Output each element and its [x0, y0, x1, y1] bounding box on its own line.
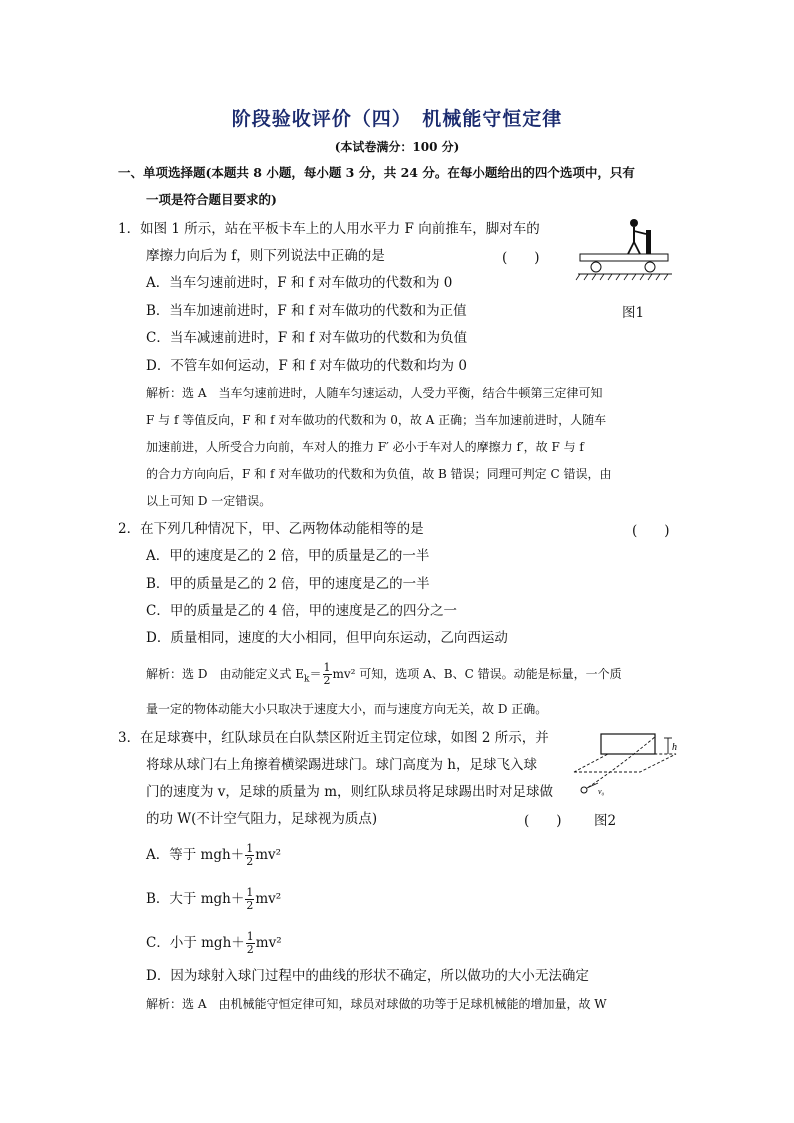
figure-2-goal: [568, 728, 684, 806]
figure-1-truck: [570, 212, 680, 282]
figure-2-label: 图2: [594, 813, 617, 829]
q3-option-c-tail: mv²: [255, 935, 282, 951]
q3-option-c-fraction: [246, 931, 255, 956]
q3-option-a-label: A．等于 mgh＋: [146, 847, 245, 863]
q3-stem-line4: 的功 W(不计空气阻力，足球视为质点): [146, 811, 378, 827]
q1-analysis-line4: 的合力方向向后，F 和 f 对车做功的代数和为负值，故 B 错误；同理可判定 C 错误，由: [146, 467, 612, 481]
q1-analysis-line1: 解析：选 A 当车匀速前进时，人随车匀速运动，人受力平衡，结合牛顿第三定律可知: [146, 386, 603, 400]
q3-option-d: D．因为球射入球门过程中的曲线的形状不确定，所以做功的大小无法确定: [146, 968, 589, 984]
q2-option-d: D．质量相同，速度的大小相同，但甲向东运动，乙向西运动: [146, 630, 508, 646]
q3-option-c-den: 2: [246, 943, 254, 956]
q1-analysis-line5: 以上可知 D 一定错误。: [146, 494, 272, 508]
q3-option-c-label: C．小于 mgh＋: [146, 935, 245, 951]
q2-stem: 2．在下列几种情况下，甲、乙两物体动能相等的是: [118, 521, 424, 537]
q3-option-c-num: 1: [246, 930, 254, 943]
q1-stem-line2: 摩擦力向后为 f，则下列说法中正确的是: [146, 248, 385, 264]
figure-2-h-label: h: [672, 742, 677, 753]
q1-option-b: B．当车加速前进时，F 和 f 对车做功的代数和为正值: [146, 303, 467, 319]
q2-analysis-line1: [146, 662, 622, 689]
section-header-line1: 一、单项选择题(本题共 8 小题，每小题 3 分，共 24 分。在每小题给出的四个选项中，只有: [118, 165, 635, 180]
q2-option-c: C．甲的质量是乙的 4 倍，甲的速度是乙的四分之一: [146, 603, 458, 619]
q3-option-b-tail: mv²: [255, 891, 282, 907]
figure-2-v0-label: v₀: [598, 787, 605, 796]
q3-option-a-den: 2: [246, 855, 254, 868]
q3-option-b-den: 2: [246, 899, 254, 912]
q1-analysis-line2: F 与 f 等值反向，F 和 f 对车做功的代数和为 0，故 A 正确；当车加速前进时，人随车: [146, 413, 607, 427]
q2-analysis-sub: k: [304, 674, 310, 685]
q3-option-a-fraction: [245, 843, 254, 868]
q2-option-b: B．甲的质量是乙的 2 倍，甲的速度是乙的一半: [146, 576, 430, 592]
q2-answer-paren: ( ): [632, 523, 670, 539]
q1-stem-line1: 1．如图 1 所示，站在平板卡车上的人用水平力 F 向前推车，脚对车的: [118, 221, 540, 237]
q3-answer-paren: ( ): [524, 813, 562, 829]
q1-option-d: D．不管车如何运动，F 和 f 对车做功的代数和均为 0: [146, 358, 467, 374]
q1-analysis-line3: 加速前进，人所受合力向前，车对人的推力 F′ 必小于车对人的摩擦力 f′，故 F 与 f: [146, 440, 584, 454]
q2-analysis-eq: ＝: [309, 667, 322, 681]
q3-stem-line2: 将球从球门右上角擦着横梁踢进球门。球门高度为 h，足球飞入球: [146, 757, 537, 773]
q3-analysis-line1: 解析：选 A 由机械能守恒定律可知，球员对球做的功等于足球机械能的增加量，故 W: [146, 997, 607, 1011]
q3-option-b-fraction: [245, 887, 254, 912]
section-header-line2: 一项是符合题目要求的): [146, 192, 277, 207]
q2-option-a: A．甲的速度是乙的 2 倍，甲的质量是乙的一半: [146, 548, 430, 564]
q1-option-a: A．当车匀速前进时，F 和 f 对车做功的代数和为 0: [146, 275, 453, 291]
q2-frac-den: 2: [323, 674, 331, 687]
q3-option-b-num: 1: [246, 886, 254, 899]
q2-fraction: [323, 662, 332, 687]
q3-stem-line3: 门的速度为 v，足球的质量为 m，则红队球员将足球踢出时对足球做: [146, 784, 554, 800]
q2-analysis-line2: 量一定的物体动能大小只取决于速度大小，而与速度方向无关，故 D 正确。: [146, 702, 548, 716]
q3-option-a-tail: mv²: [255, 847, 282, 863]
q3-option-b-label: B．大于 mgh＋: [146, 891, 245, 907]
q3-option-a: [146, 843, 281, 868]
q2-analysis-pre: 解析：选 D 由动能定义式 E: [146, 667, 305, 681]
q3-option-a-num: 1: [246, 842, 254, 855]
page-title: 阶段验收评价（四） 机械能守恒定律: [231, 108, 563, 130]
q3-option-c: [146, 931, 282, 956]
q3-option-b: [146, 887, 281, 912]
page-subtitle: (本试卷满分：100 分): [334, 140, 460, 154]
q3-stem-line1: 3．在足球赛中，红队球员在白队禁区附近主罚定位球，如图 2 所示，并: [118, 730, 549, 746]
q2-analysis-post: mv² 可知，选项 A、B、C 错误。动能是标量，一个质: [332, 667, 622, 681]
figure-1-label: 图1: [622, 305, 645, 321]
q2-frac-num: 1: [323, 661, 331, 674]
q1-answer-paren: ( ): [502, 250, 540, 266]
q1-option-c: C．当车减速前进时，F 和 f 对车做功的代数和为负值: [146, 330, 468, 346]
